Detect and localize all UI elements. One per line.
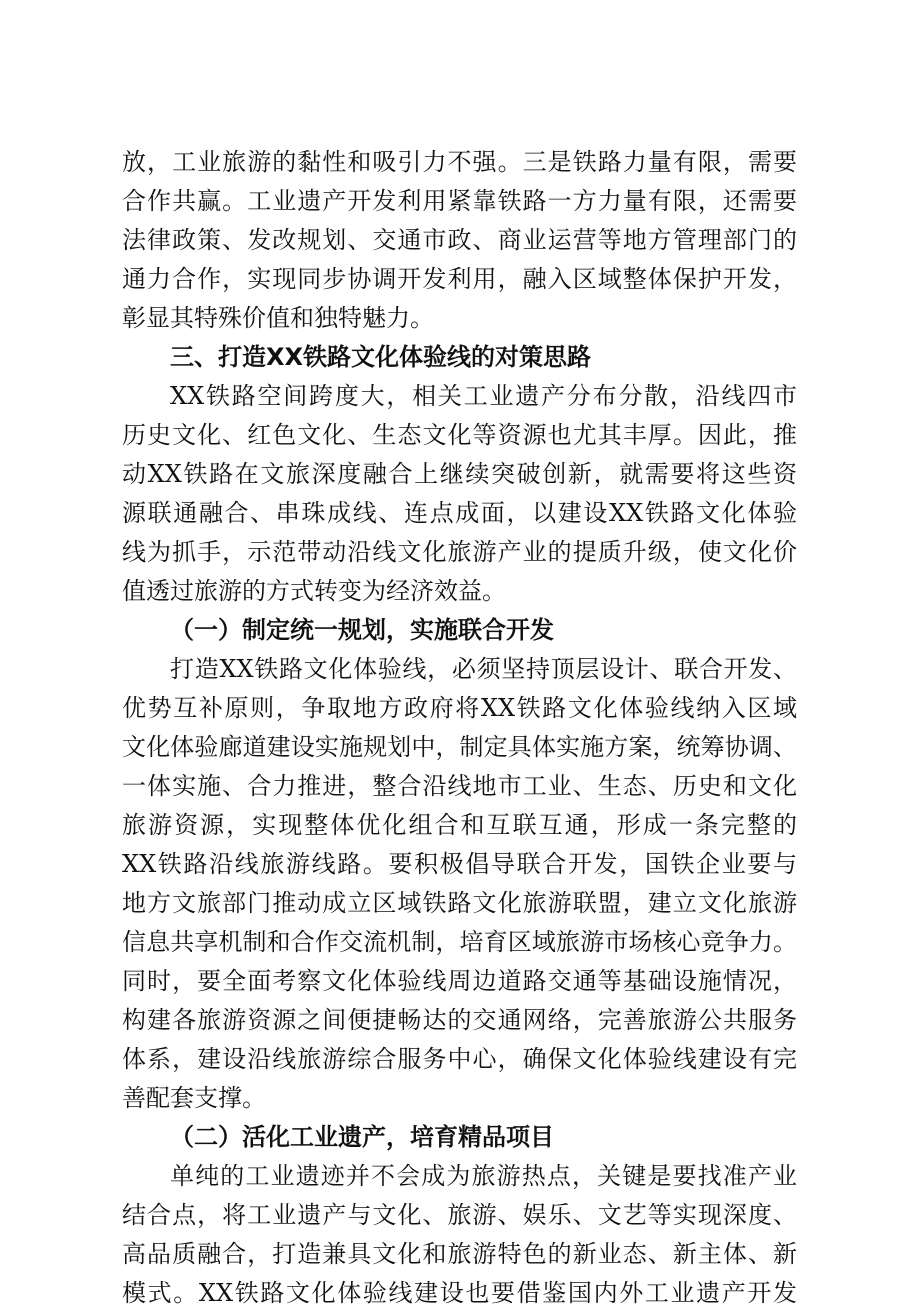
paragraph-line: 源联通融合、串珠成线、连点成面，以建设XX铁路文化体验 xyxy=(122,499,797,527)
paragraph-line: 善配套支撑。 xyxy=(122,1084,266,1112)
paragraph-line: 地方文旅部门推动成立区域铁路文化旅游联盟，建立文化旅游 xyxy=(122,889,797,917)
section-heading: 三、打造XX铁路文化体验线的对策思路 xyxy=(170,343,592,371)
paragraph-line: 结合点，将工业遗产与文化、旅游、娱乐、文艺等实现深度、 xyxy=(122,1201,797,1229)
paragraph-line: 放，工业旅游的黏性和吸引力不强。三是铁路力量有限，需要 xyxy=(122,148,797,176)
paragraph-line: 旅游资源，实现整体优化组合和互联互通，形成一条完整的 xyxy=(122,811,797,839)
paragraph-line: 同时，要全面考察文化体验线周边道路交通等基础设施情况， xyxy=(122,967,797,995)
paragraph-line: 线为抓手，示范带动沿线文化旅游产业的提质升级，使文化价 xyxy=(122,538,797,566)
paragraph-line: 打造XX铁路文化体验线，必须坚持顶层设计、联合开发、 xyxy=(170,655,797,683)
paragraph-line: 单纯的工业遗迹并不会成为旅游热点，关键是要找准产业 xyxy=(170,1162,797,1190)
paragraph-line: XX铁路沿线旅游线路。要积极倡导联合开发，国铁企业要与 xyxy=(122,850,797,878)
paragraph-line: 体系，建设沿线旅游综合服务中心，确保文化体验线建设有完 xyxy=(122,1045,797,1073)
paragraph-line: 模式。XX铁路文化体验线建设也要借鉴国内外工业遗产开发 xyxy=(122,1279,797,1307)
paragraph-line: 彰显其特殊价值和独特魅力。 xyxy=(122,304,434,332)
paragraph-line: 优势互补原则，争取地方政府将XX铁路文化体验线纳入区域 xyxy=(122,694,797,722)
paragraph-line: 合作共赢。工业遗产开发利用紧靠铁路一方力量有限，还需要 xyxy=(122,187,797,215)
paragraph-line: 一体实施、合力推进，整合沿线地市工业、生态、历史和文化 xyxy=(122,772,797,800)
paragraph-line: 法律政策、发改规划、交通市政、商业运营等地方管理部门的 xyxy=(122,226,797,254)
paragraph-line: 值透过旅游的方式转变为经济效益。 xyxy=(122,577,506,605)
paragraph-line: 信息共享机制和合作交流机制，培育区域旅游市场核心竞争力。 xyxy=(122,928,797,956)
paragraph-line: 动XX铁路在文旅深度融合上继续突破创新，就需要将这些资 xyxy=(122,460,797,488)
paragraph-line: 通力合作，实现同步协调开发利用，融入区域整体保护开发， xyxy=(122,265,797,293)
subsection-heading: （一）制定统一规划，实施联合开发 xyxy=(170,615,554,644)
subsection-heading: （二）活化工业遗产，培育精品项目 xyxy=(170,1122,554,1151)
paragraph-line: 构建各旅游资源之间便捷畅达的交通网络，完善旅游公共服务 xyxy=(122,1006,797,1034)
paragraph-line: 历史文化、红色文化、生态文化等资源也尤其丰厚。因此，推 xyxy=(122,421,797,449)
paragraph-line: 文化体验廊道建设实施规划中，制定具体实施方案，统筹协调、 xyxy=(122,733,797,761)
paragraph-line: 高品质融合，打造兼具文化和旅游特色的新业态、新主体、新 xyxy=(122,1240,797,1268)
paragraph-line: XX铁路空间跨度大，相关工业遗产分布分散，沿线四市 xyxy=(170,382,797,410)
